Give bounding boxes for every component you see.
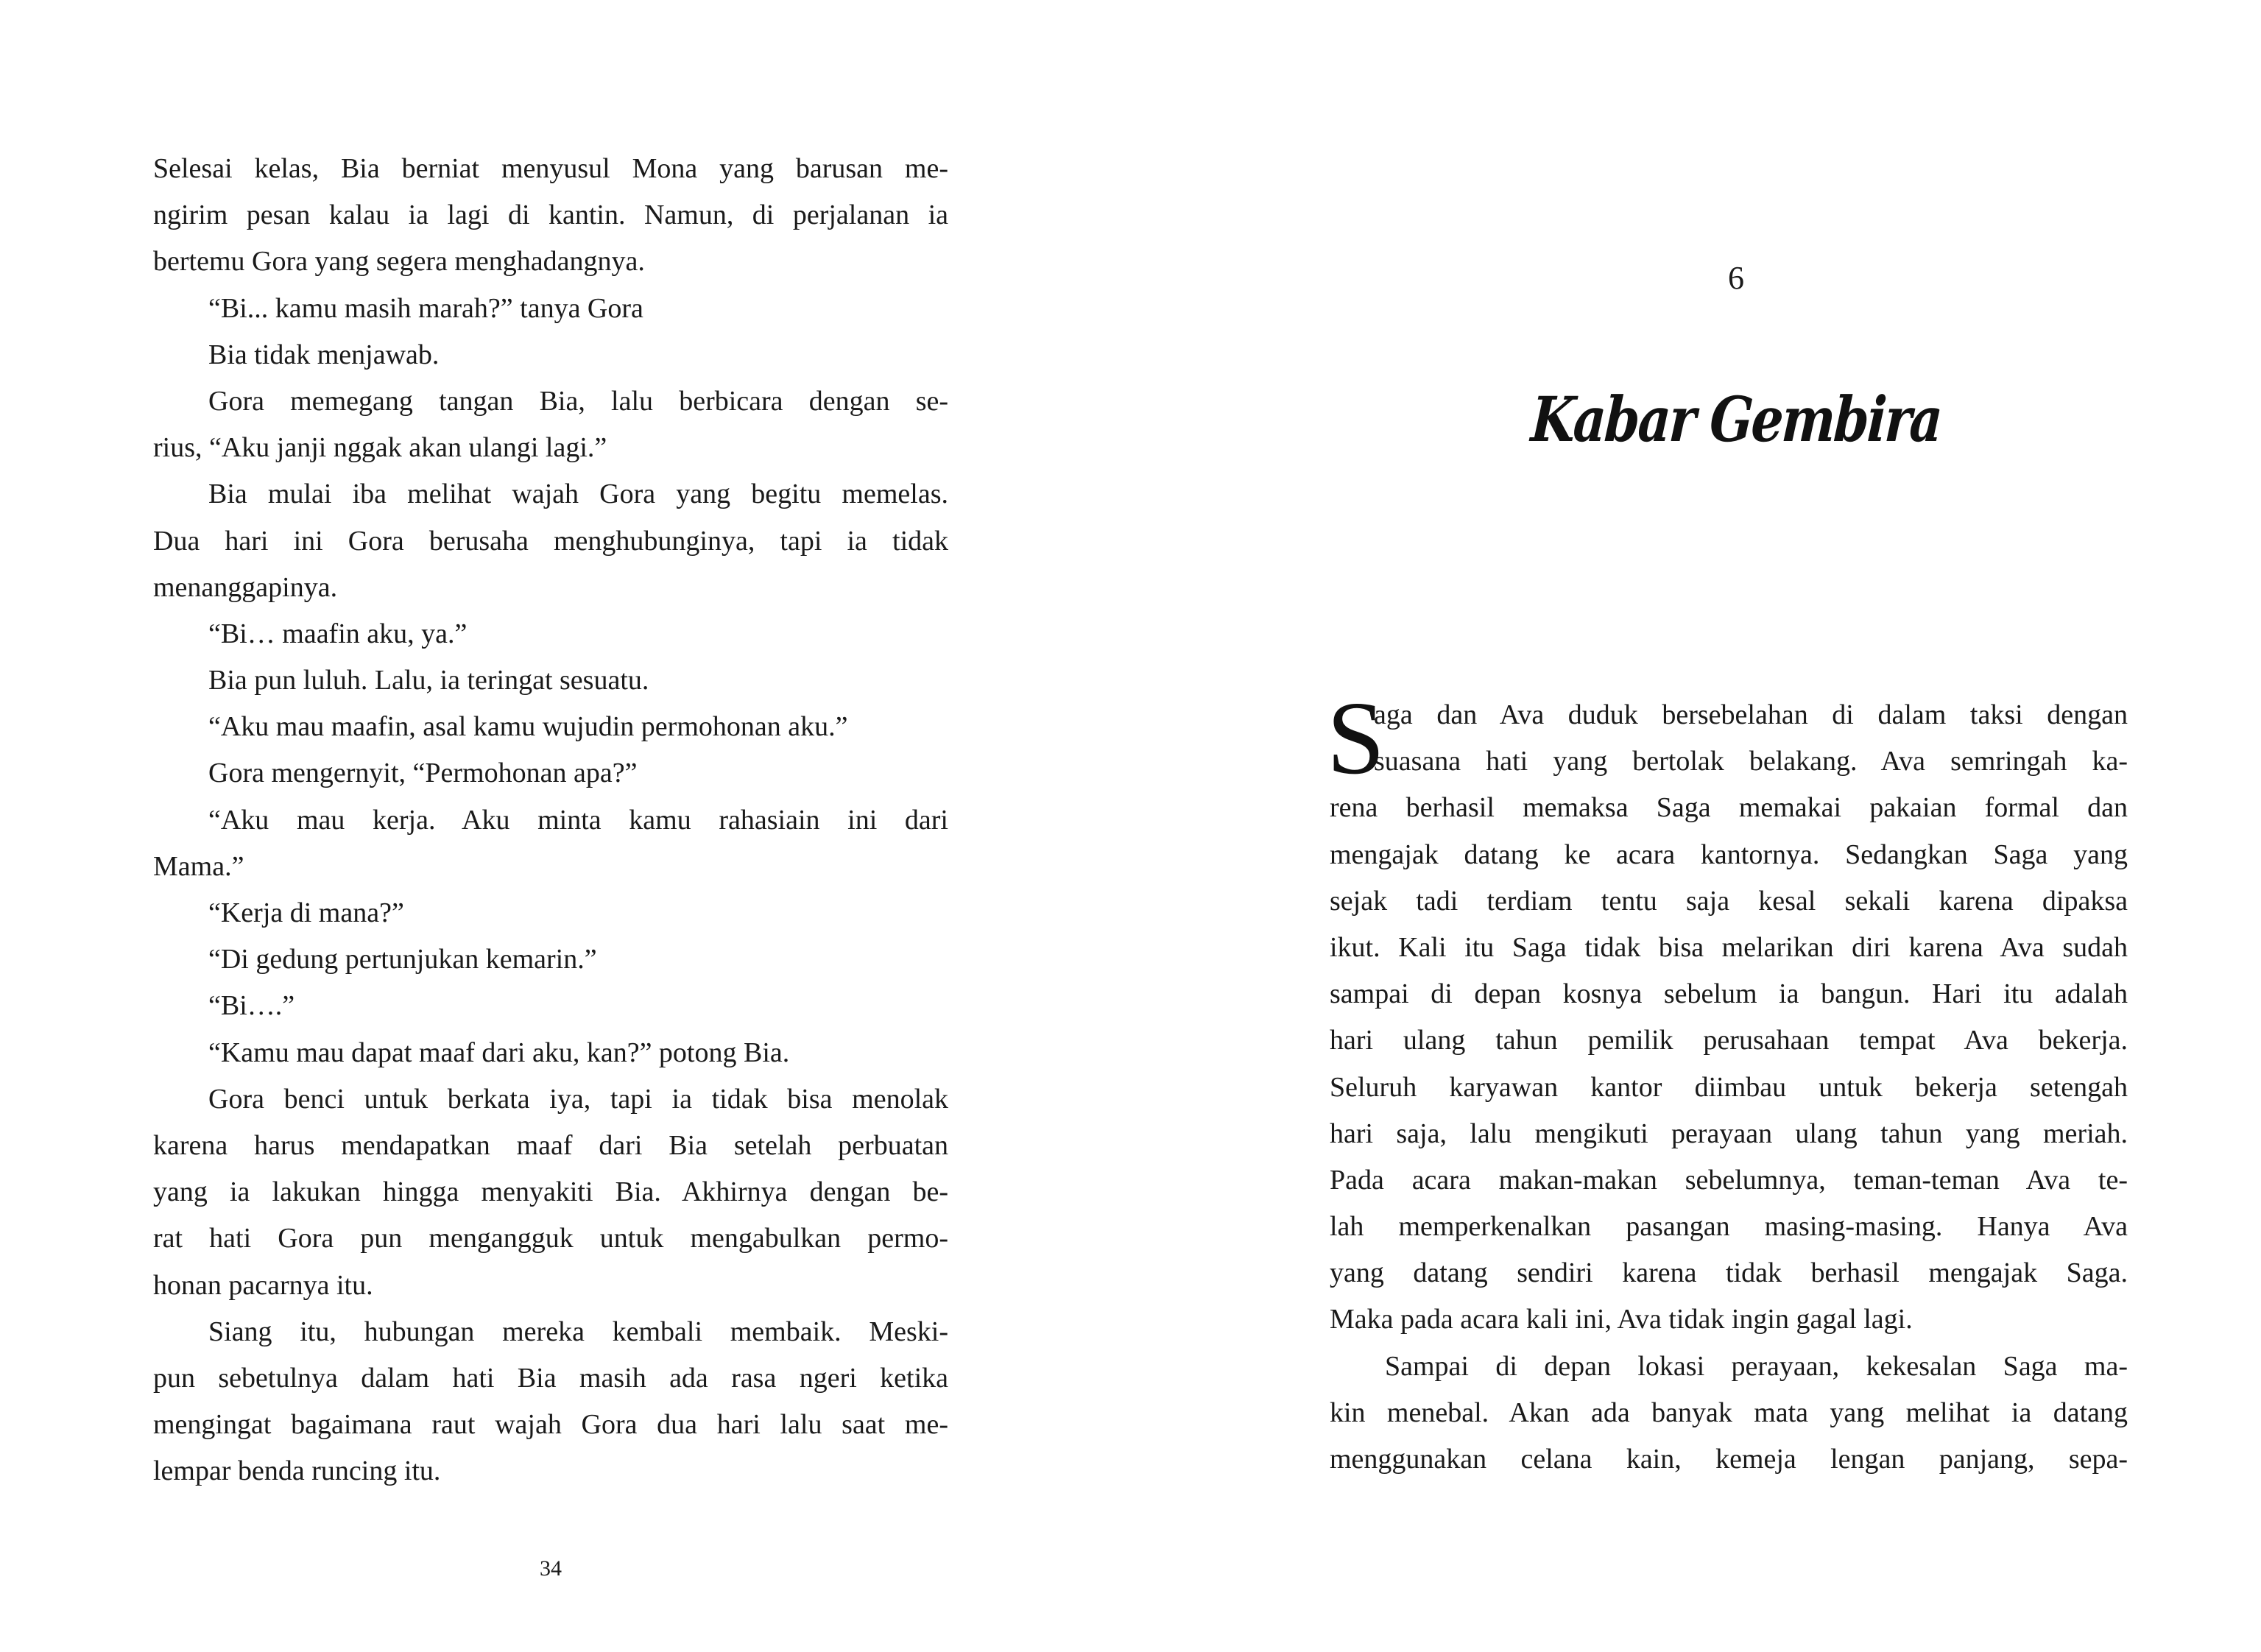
left-page-body [153, 146, 948, 1494]
text-line: hari ulang tahun pemilik perusahaan tempat Ava bekerja. [1330, 1025, 2128, 1056]
text-line: Maka pada acara kali ini, Ava tidak ingin gagal lagi. [1330, 1304, 1913, 1335]
text-line: Sampai di depan lokasi perayaan, kekesalan Saga ma- [1385, 1350, 2128, 1382]
text-line: sejak tadi terdiam tentu saja kesal sekali karena dipaksa [1330, 885, 2128, 917]
text-line: yang datang sendiri karena tidak berhasil mengajak Saga. [1330, 1257, 2128, 1289]
text-line: ngirim pesan kalau ia lagi di kantin. Namun, di perjalanan ia [153, 200, 948, 231]
text-line: Bia pun luluh. Lalu, ia teringat sesuatu. [208, 665, 649, 696]
text-line: yang ia lakukan hingga menyakiti Bia. Akhirnya dengan be- [153, 1176, 948, 1208]
drop-cap: S [1327, 679, 1385, 796]
text-line: hari saja, lalu mengikuti perayaan ulang tahun yang meriah. [1330, 1118, 2128, 1149]
text-line: rena berhasil memaksa Saga memakai pakaian formal dan [1330, 792, 2128, 824]
text-line: Selesai kelas, Bia berniat menyusul Mona yang barusan me- [153, 153, 948, 184]
text-line: Seluruh karyawan kantor diimbau untuk bekerja setengah [1330, 1071, 2128, 1103]
text-line: ikut. Kali itu Saga tidak bisa melarikan diri karena Ava sudah [1330, 931, 2128, 963]
text-line: Gora benci untuk berkata iya, tapi ia tidak bisa menolak [208, 1083, 948, 1115]
text-line: kin menebal. Akan ada banyak mata yang melihat ia datang [1330, 1397, 2128, 1428]
text-line: honan pacarnya itu. [153, 1269, 373, 1301]
chapter-title: Kabar Gembira [1528, 383, 1944, 456]
text-line: lempar benda runcing itu. [153, 1455, 441, 1487]
text-line: menanggapinya. [153, 571, 338, 603]
text-line: Pada acara makan-makan sebelumnya, teman-teman Ava te- [1330, 1164, 2128, 1196]
text-line: Bia mulai iba melihat wajah Gora yang begitu memelas. [208, 479, 948, 510]
left-page [0, 0, 1130, 1652]
text-line: “Bi… maafin aku, ya.” [208, 618, 468, 649]
text-line: “Kamu mau dapat maaf dari aku, kan?” potong Bia. [208, 1037, 790, 1068]
right-page-body [1327, 679, 2128, 1483]
text-line: rat hati Gora pun mengangguk untuk mengabulkan permo- [153, 1223, 948, 1254]
text-line: “Aku mau kerja. Aku minta kamu rahasiain ini dari [208, 804, 948, 836]
text-line: Bia tidak menjawab. [208, 339, 440, 370]
text-line: pun sebetulnya dalam hati Bia masih ada rasa ngeri ketika [153, 1362, 948, 1394]
text-line: Siang itu, hubungan mereka kembali membaik. Meski- [208, 1316, 948, 1347]
text-line: menggunakan celana kain, kemeja lengan panjang, sepa- [1330, 1444, 2128, 1475]
text-line: suasana hati yang bertolak belakang. Ava semringah ka- [1374, 746, 2128, 777]
text-line: bertemu Gora yang segera menghadangnya. [153, 246, 645, 278]
chapter-number: 6 [1728, 260, 1744, 296]
text-line: mengajak datang ke acara kantornya. Sedangkan Saga yang [1330, 839, 2128, 870]
page-number: 34 [540, 1556, 562, 1581]
text-line: karena harus mendapatkan maaf dari Bia setelah perbuatan [153, 1129, 948, 1161]
text-line: “Kerja di mana?” [208, 897, 404, 928]
text-line: “Bi….” [208, 990, 295, 1022]
text-line: aga dan Ava duduk bersebelahan di dalam taksi dengan [1374, 699, 2128, 730]
text-line: rius, “Aku janji nggak akan ulangi lagi.” [153, 432, 607, 464]
text-line: “Di gedung pertunjukan kemarin.” [208, 944, 597, 975]
text-line: lah memperkenalkan pasangan masing-masing. Hanya Ava [1330, 1211, 2128, 1243]
text-line: Gora mengernyit, “Permohonan apa?” [208, 758, 638, 789]
text-line: Dua hari ini Gora berusaha menghubunginya, tapi ia tidak [153, 525, 948, 557]
text-line: “Aku mau maafin, asal kamu wujudin permohonan aku.” [208, 711, 848, 743]
text-line: sampai di depan kosnya sebelum ia bangun. Hari itu adalah [1330, 978, 2128, 1010]
text-line: “Bi... kamu masih marah?” tanya Gora [208, 292, 643, 324]
text-line: mengingat bagaimana raut wajah Gora dua hari lalu saat me- [153, 1409, 948, 1441]
text-line: Mama.” [153, 850, 244, 882]
right-page [1131, 0, 2261, 1652]
text-line: Gora memegang tangan Bia, lalu berbicara dengan se- [208, 385, 948, 417]
